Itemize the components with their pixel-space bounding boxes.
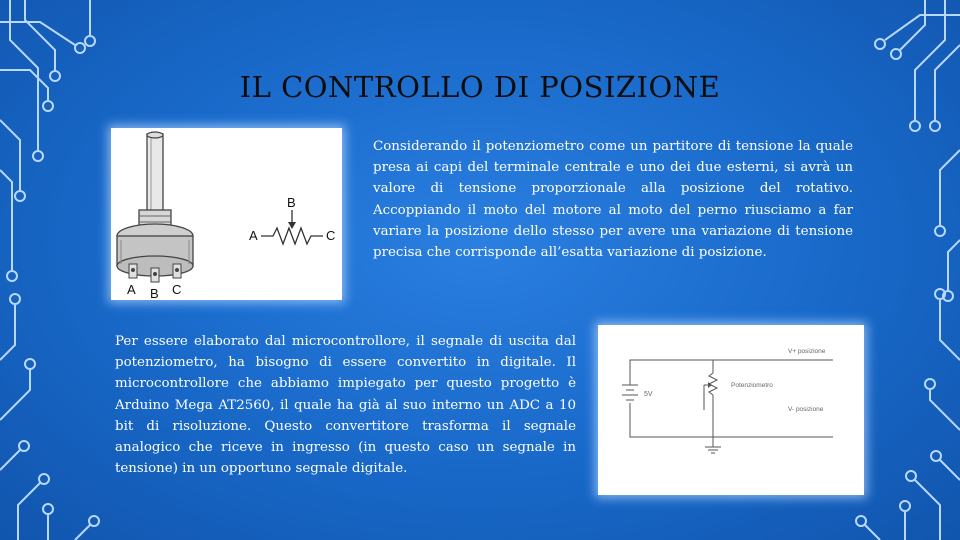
paragraph-potentiometer: Considerando il potenziometro come un partitore di tensione la quale presa ai capi del terminale centrale e uno dei due esterni, si avrà un valore di tensione proporzionale alla posizione del rotativo. Accoppiando il moto del motore al moto del perno riusciamo a far variare la posizione dello stesso per avere una variazione di tensione precisa che corrisponde all’esatta variazione di posizione. (373, 139, 853, 261)
paragraph-adc: Per essere elaborato dal microcontrollore, il segnale di uscita dal potenziometro, ha bisogno di essere convertito in digitale. Il microcontrollore che abbiamo impiegato per questo progetto è Arduino Mega AT2560, il quale ha già al suo interno un ADC a 10 bit di risoluzione. Questo convertitore trasforma il segnale analogico che riceve in ingresso (in questo caso un segnale in tensione) in un opportuno segnale digitale. (115, 334, 576, 477)
potentiometer-image (111, 128, 342, 300)
pin-label-b: B (150, 286, 159, 300)
v-plus-label: V+ posizione (788, 348, 826, 355)
schematic-image (598, 325, 864, 495)
pin-label-a: A (127, 282, 136, 297)
symbol-label-a: A (249, 228, 258, 243)
v-minus-label: V- posizione (788, 406, 824, 413)
source-label: 5V (644, 391, 653, 398)
component-label: Potenziometro (731, 382, 773, 389)
symbol-label-c: C (326, 228, 336, 243)
symbol-label-b: B (287, 195, 296, 210)
pin-label-c: C (172, 282, 182, 297)
slide-title: IL CONTROLLO DI POSIZIONE (239, 70, 721, 104)
